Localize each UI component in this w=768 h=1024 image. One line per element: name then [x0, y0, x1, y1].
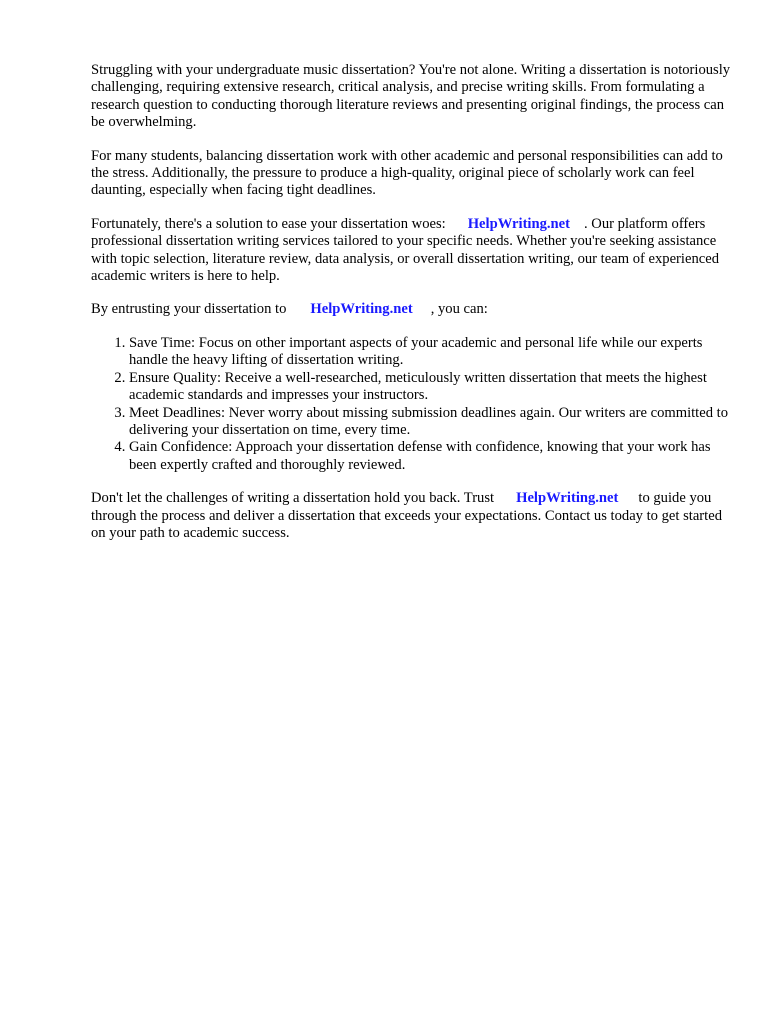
entrust-text-before: By entrusting your dissertation to [91, 301, 287, 318]
solution-paragraph [91, 216, 733, 286]
document-body [91, 62, 733, 558]
list-item: 3. Meet Deadlines: Never worry about missing submission deadlines again. Our writers are committed to delivering your dissertation on time, every time. [129, 405, 733, 440]
intro-paragraph: Struggling with your undergraduate music dissertation? You're not alone. Writing a dissertation is notoriously challenging, requiring extensive research, critical analysis, and precise writing skills. From formulating a research question to conducting thorough literature reviews and presenting original findings, the process can be overwhelming. [91, 62, 731, 131]
closing-text-after: to guide you through the process and deliver a dissertation that exceeds your expectations. Contact us today to get started on your path to academic success. [91, 490, 722, 541]
solution-text-after: . Our platform offers professional dissertation writing services tailored to your specific needs. Whether you're seeking assistance with topic selection, literature review, data analysis, or overall dissertation writing, our team of experienced academic writers is here to help. [91, 215, 719, 285]
stress-paragraph: For many students, balancing dissertation work with other academic and personal responsibilities can add to the stress. Additionally, the pressure to produce a high-quality, original piece of scholarly work can feel daunting, especially when facing tight deadlines. [91, 147, 723, 199]
solution-text-before: Fortunately, there's a solution to ease your dissertation woes: [91, 215, 446, 232]
list-item: 4. Gain Confidence: Approach your dissertation defense with confidence, knowing that your work has been expertly crafted and thoroughly reviewed. [129, 439, 733, 474]
helpwriting-link[interactable]: HelpWriting.net [467, 215, 570, 232]
helpwriting-link[interactable]: HelpWriting.net [310, 301, 413, 318]
list-item: 1. Save Time: Focus on other important aspects of your academic and personal life while our experts handle the heavy lifting of dissertation writing. [129, 335, 733, 370]
helpwriting-link[interactable]: HelpWriting.net [516, 490, 619, 507]
list-item: 2. Ensure Quality: Receive a well-researched, meticulously written dissertation that meets the highest academic standards and impresses your instructors. [129, 370, 733, 405]
closing-text-before: Don't let the challenges of writing a dissertation hold you back. Trust [91, 490, 495, 507]
closing-paragraph [91, 490, 733, 542]
entrust-paragraph [91, 301, 733, 318]
benefits-list [91, 335, 733, 474]
entrust-text-after: , you can: [430, 301, 488, 318]
